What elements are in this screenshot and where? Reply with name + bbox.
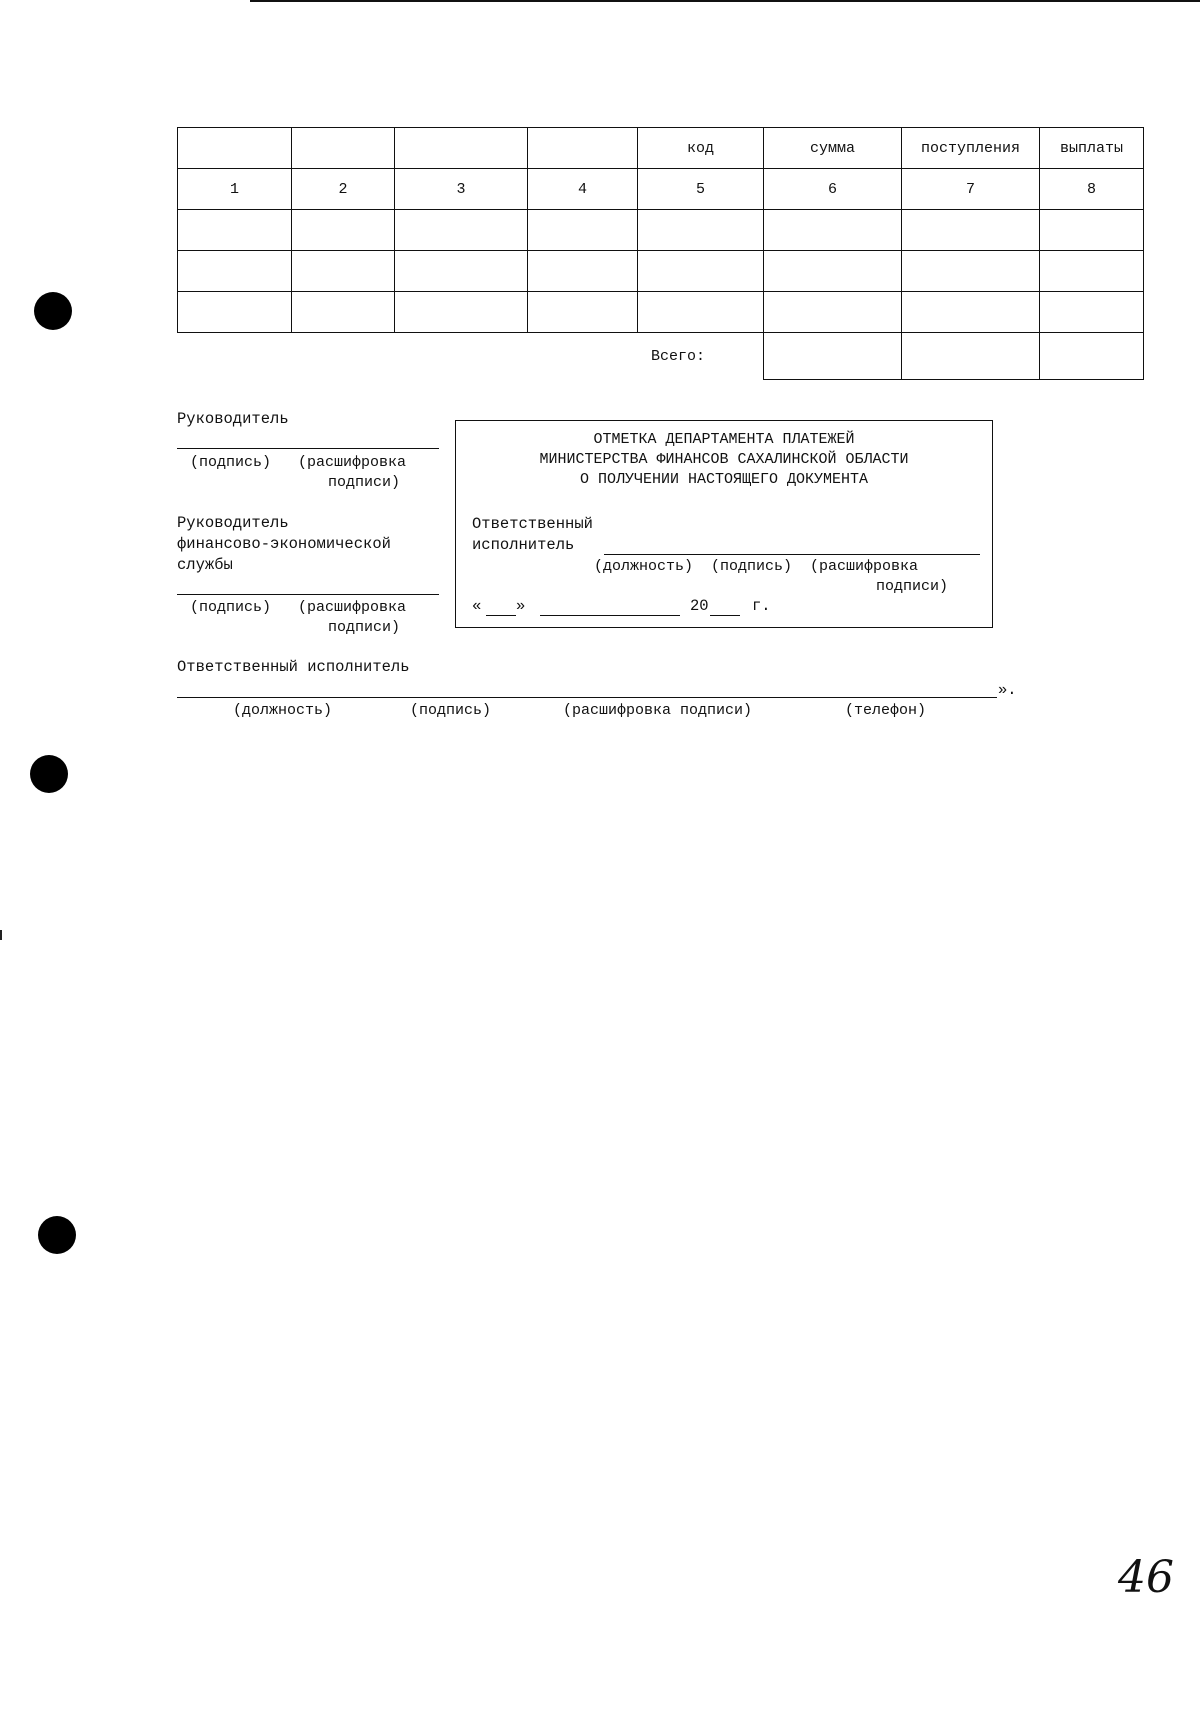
stamp-title-line: ОТМЕТКА ДЕПАРТАМЕНТА ПЛАТЕЖЕЙ [593, 431, 855, 448]
page-number: 46 [1118, 1552, 1174, 1603]
stamp-title-line: О ПОЛУЧЕНИИ НАСТОЯЩЕГО ДОКУМЕНТА [579, 471, 869, 488]
fin-head-label: службы [177, 556, 233, 574]
column-number: 1 [178, 169, 292, 210]
date-close-quote: » [516, 597, 526, 615]
punch-hole [30, 755, 68, 793]
fin-head-label: финансово-экономической [177, 535, 391, 553]
ministry-stamp-box [455, 420, 993, 628]
table-cell[interactable] [528, 210, 638, 251]
punch-hole [34, 292, 72, 330]
column-number: 4 [528, 169, 638, 210]
punch-hole [38, 1216, 76, 1254]
table-number-row [178, 169, 1144, 210]
table-row [178, 292, 1144, 333]
table-cell[interactable] [902, 210, 1040, 251]
exec-caption: (телефон) [845, 702, 927, 719]
fin-head-label: Руководитель [177, 514, 289, 532]
column-number: 8 [1040, 169, 1144, 210]
exec-end-quote: ». [998, 681, 1017, 699]
table-cell[interactable] [178, 251, 292, 292]
table-cell[interactable] [395, 251, 528, 292]
total-row [178, 333, 1144, 380]
header-cell: поступления [902, 128, 1040, 169]
edge-mark [0, 930, 2, 940]
header-cell: выплаты [1040, 128, 1144, 169]
table-cell[interactable] [902, 292, 1040, 333]
date-day-line[interactable] [486, 615, 516, 616]
header-cell [178, 128, 292, 169]
table-cell[interactable] [764, 292, 902, 333]
table-row [178, 210, 1144, 251]
column-number: 3 [395, 169, 528, 210]
column-number: 2 [292, 169, 395, 210]
table-cell[interactable] [764, 210, 902, 251]
sig-caption: подписи) [328, 474, 401, 491]
exec-caption: (расшифровка подписи) [563, 702, 753, 719]
payments-table [177, 127, 1144, 380]
sig-caption: (расшифровка [298, 454, 407, 471]
table-row [178, 251, 1144, 292]
sig-caption: подписи) [328, 619, 401, 636]
date-year-suffix: г. [752, 597, 771, 615]
date-year-prefix: 20 [690, 597, 709, 615]
table-cell[interactable] [638, 210, 764, 251]
sig-caption: (подпись) [190, 599, 272, 616]
table-cell[interactable] [395, 292, 528, 333]
stamp-title-line: МИНИСТЕРСТВА ФИНАНСОВ САХАЛИНСКОЙ ОБЛАСТИ [539, 451, 909, 468]
date-open-quote: « [472, 597, 482, 615]
table-cell[interactable] [178, 210, 292, 251]
table-cell[interactable] [1040, 292, 1144, 333]
column-number: 7 [902, 169, 1040, 210]
table-cell[interactable] [638, 251, 764, 292]
header-cell [528, 128, 638, 169]
table-cell[interactable] [902, 251, 1040, 292]
stamp-captions: (должность) (подпись) (расшифровка [594, 558, 919, 575]
head-label: Руководитель [177, 410, 289, 428]
table-cell[interactable] [528, 251, 638, 292]
table-cell[interactable] [1040, 210, 1144, 251]
total-cell[interactable] [902, 333, 1040, 380]
table-cell[interactable] [292, 292, 395, 333]
exec-label: Ответственный исполнитель [177, 658, 410, 676]
exec-signature-line[interactable] [177, 697, 997, 698]
column-number: 5 [638, 169, 764, 210]
table-header-row [178, 128, 1144, 169]
stamp-resp-label: исполнитель [472, 536, 575, 554]
table-cell[interactable] [178, 292, 292, 333]
table-cell[interactable] [1040, 251, 1144, 292]
top-edge-line [250, 0, 1200, 2]
table-cell[interactable] [292, 251, 395, 292]
table-cell[interactable] [528, 292, 638, 333]
table-cell[interactable] [292, 210, 395, 251]
table-cell[interactable] [395, 210, 528, 251]
table-cell[interactable] [764, 251, 902, 292]
fin-head-signature-line[interactable] [177, 594, 439, 595]
date-month-line[interactable] [540, 615, 680, 616]
sig-caption: (расшифровка [298, 599, 407, 616]
table-cell[interactable] [638, 292, 764, 333]
total-cell[interactable] [764, 333, 902, 380]
header-cell [395, 128, 528, 169]
total-label: Всего: [178, 333, 764, 380]
head-signature-line[interactable] [177, 448, 439, 449]
stamp-signature-line[interactable] [604, 554, 980, 555]
header-cell: сумма [764, 128, 902, 169]
stamp-title [456, 430, 992, 490]
header-cell [292, 128, 395, 169]
exec-caption: (подпись) [410, 702, 492, 719]
exec-caption: (должность) [233, 702, 333, 719]
sig-caption: (подпись) [190, 454, 272, 471]
total-cell[interactable] [1040, 333, 1144, 380]
stamp-captions: подписи) [876, 578, 949, 595]
column-number: 6 [764, 169, 902, 210]
date-year-line[interactable] [710, 615, 740, 616]
header-cell: код [638, 128, 764, 169]
stamp-resp-label: Ответственный [472, 515, 593, 533]
